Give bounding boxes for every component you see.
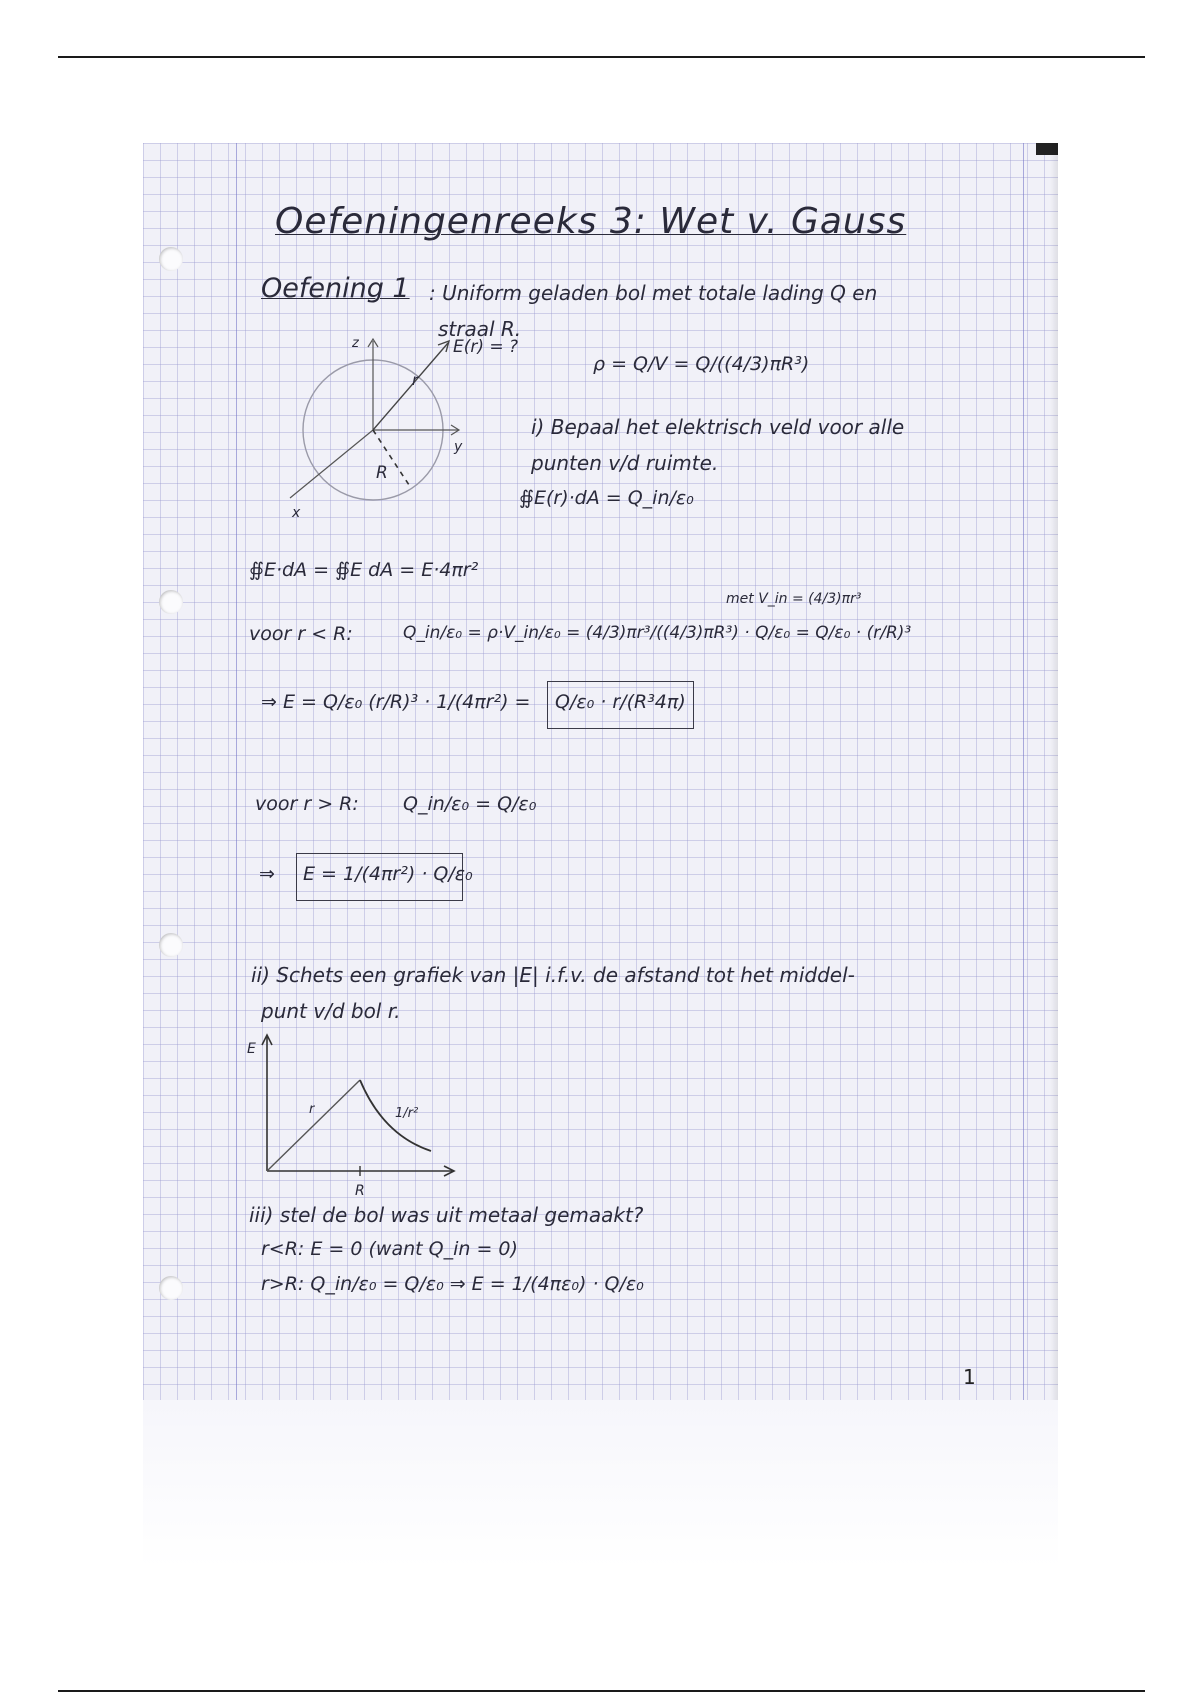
inside-case-label: voor r < R: (249, 623, 353, 645)
part-iii-question: iii) stel de bol was uit metaal gemaakt? (249, 1203, 644, 1227)
volume-note: met V_in = (4/3)πr³ (726, 591, 862, 607)
inside-charge-equation: Q_in/ε₀ = ρ·V_in/ε₀ = (4/3)πr³/((4/3)πR³) · Q/ε₀ = Q/ε₀ · (r/R)³ (403, 623, 912, 643)
axis-z-label: z (352, 336, 359, 351)
metal-inside-equation: r<R: E = 0 (want Q_in = 0) (261, 1238, 518, 1260)
field-graph (243, 1023, 503, 1199)
r-vector (373, 343, 448, 430)
x-axis-line (290, 430, 373, 498)
margin-line (236, 143, 237, 1400)
part-i-line1: i) Bepaal het elektrisch veld voor alle (531, 415, 905, 439)
outside-charge-equation: Q_in/ε₀ = Q/ε₀ (403, 793, 537, 815)
flux-equation: ∯E·dA = ∯E dA = E·4πr² (249, 559, 479, 581)
punch-hole (159, 247, 183, 271)
edge-shadow (1050, 143, 1058, 1400)
notebook-page (143, 143, 1058, 1400)
graph-rising-line (267, 1080, 360, 1171)
footer-rule (58, 1690, 1145, 1692)
field-unknown-label: E(r) = ? (453, 337, 519, 357)
header-rule (58, 56, 1145, 58)
scan-fade (143, 1400, 1058, 1680)
page-number: 1 (963, 1365, 976, 1389)
punch-hole (159, 1276, 183, 1300)
part-ii-line2: punt v/d bol r. (261, 999, 401, 1023)
margin-line-right (1023, 143, 1024, 1400)
graph-x-tick-label: R (355, 1183, 365, 1199)
inside-field-derivation: ⇒ E = Q/ε₀ (r/R)³ · 1/(4πr²) = (261, 691, 531, 713)
outside-arrow: ⇒ (259, 863, 275, 885)
outside-case-label: voor r > R: (255, 793, 359, 815)
exercise-text-line2: straal R. (438, 317, 522, 341)
axis-y-label: y (454, 439, 463, 455)
inside-boxed-result: Q/ε₀ · r/(R³4π) (555, 691, 686, 713)
punch-hole (159, 933, 183, 957)
density-equation: ρ = Q/V = Q/((4/3)πR³) (593, 353, 810, 375)
r-vector-label: r (412, 371, 419, 389)
axis-x-label: x (292, 505, 301, 521)
exercise-text-line1: : Uniform geladen bol met totale lading Q en (429, 281, 878, 305)
part-i-line2: punten v/d ruimte. (531, 451, 719, 475)
gauss-law-equation: ∯E(r)·dA = Q_in/ε₀ (519, 487, 694, 509)
part-ii-line1: ii) Schets een grafiek van |E| i.f.v. de afstand tot het middel- (251, 963, 855, 987)
exercise-heading: Oefening 1 (261, 273, 410, 304)
radius-label: R (376, 463, 388, 483)
graph-falling-label: 1/r² (395, 1106, 419, 1121)
punch-hole (159, 590, 183, 614)
graph-rising-label: r (309, 1102, 315, 1117)
page-title: Oefeningenreeks 3: Wet v. Gauss (275, 201, 907, 242)
outside-boxed-result: E = 1/(4πr²) · Q/ε₀ (303, 863, 473, 885)
graph-y-label: E (247, 1041, 256, 1057)
r-vector-arrow (438, 341, 449, 352)
metal-outside-equation: r>R: Q_in/ε₀ = Q/ε₀ ⇒ E = 1/(4πε₀) · Q/ε₀ (261, 1273, 644, 1295)
